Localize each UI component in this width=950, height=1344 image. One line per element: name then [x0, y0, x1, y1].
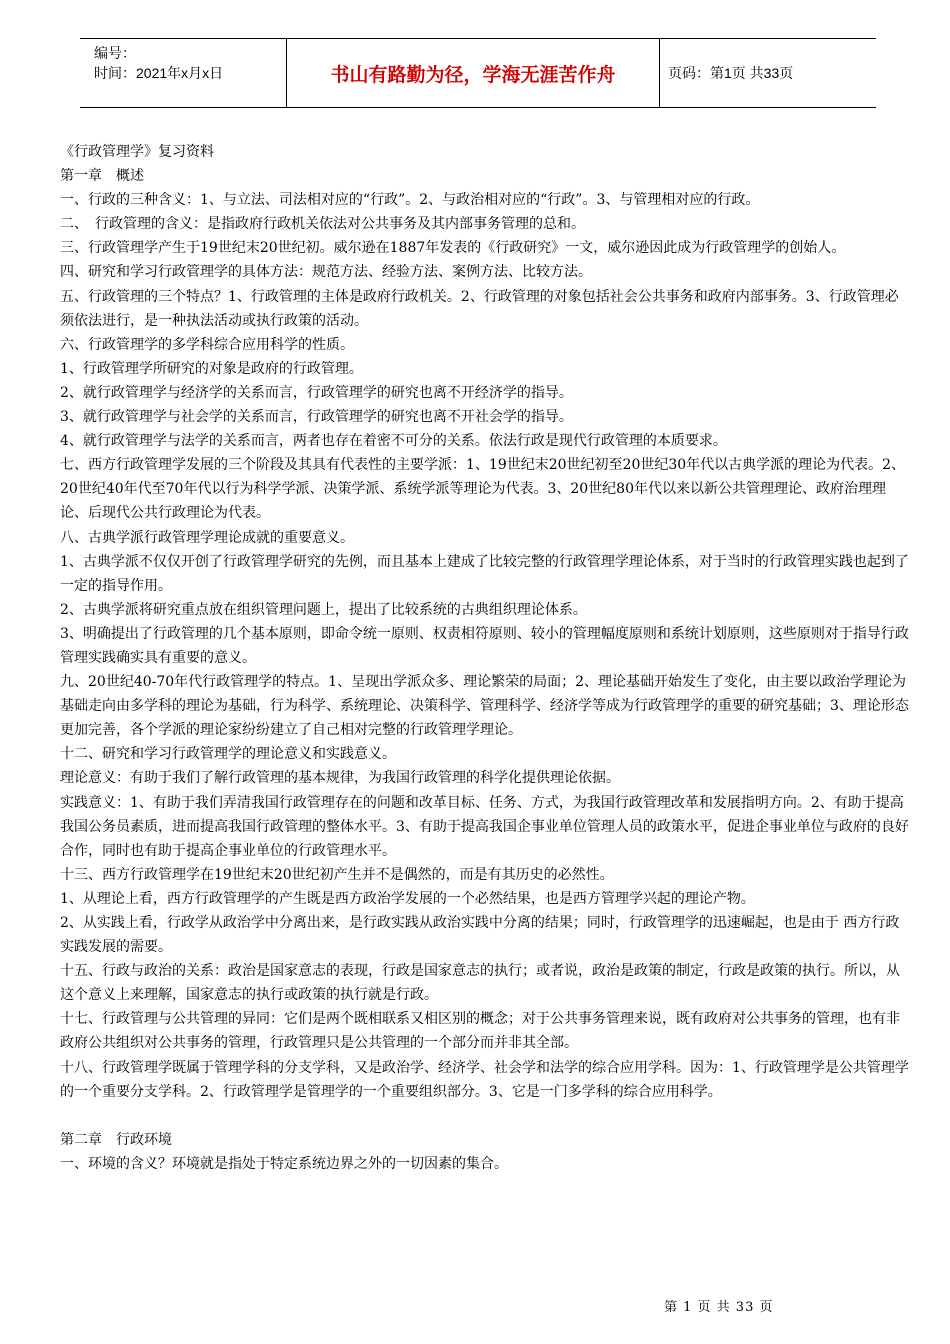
paragraph: 十七、行政管理与公共管理的异同：它们是两个既相联系又相区别的概念；对于公共事务管理来说，既有政府对公共事务的管理，也有非政府公共组织对公共事务的管理，行政管理只是公共管理的一个部分而并非其全部。 [60, 1011, 900, 1052]
paragraph: 一、行政的三种含义：1、与立法、司法相对应的“行政”。2、与政治相对应的“行政”。3、与管理相对应的行政。 [60, 192, 760, 209]
paragraph: 3、就行政管理学与社会学的关系而言，行政管理学的研究也离不开社会学的指导。 [60, 409, 573, 426]
paragraph: 2、古典学派将研究重点放在组织管理问题上，提出了比较系统的古典组织理论体系。 [60, 601, 587, 618]
page-footer: 第 1 页 共 33 页 [664, 1300, 774, 1315]
paragraph: 3、明确提出了行政管理的几个基本原则，即命令统一原则、权责相符原则、较小的管理幅度原则和系统计划原则，这些原则对于指导行政管理实践确实具有重要的意义。 [60, 625, 909, 666]
paragraph: 八、古典学派行政管理学理论成就的重要意义。 [60, 529, 354, 546]
paragraph: 2、从实践上看，行政学从政治学中分离出来，是行政实践从政治实践中分离的结果；同时，行政管理学的迅速崛起，也是由于 西方行政实践发展的需要。 [60, 915, 900, 956]
paragraph: 五、行政管理的三个特点？1、行政管理的主体是政府行政机关。2、行政管理的对象包括社会公共事务和政府内部事务。3、行政管理必须依法进行，是一种执法活动或执行政策的活动。 [60, 288, 899, 329]
paragraph: 七、西方行政管理学发展的三个阶段及其具有代表性的主要学派：1、19世纪末20世纪初至20世纪30年代以古典学派的理论为代表。2、20世纪40年代至70年代以行为科学学派、决策学派、系统学派等理论为代表。3、20世纪80年代以来以新公共管理理论、政府治理理论、后现代公共行政理论为代表。 [60, 457, 906, 522]
paragraph: 二、 行政管理的含义：是指政府行政机关依法对公共事务及其内部事务管理的总和。 [60, 216, 585, 233]
document-body [60, 140, 910, 1176]
paragraph: 实践意义：1、有助于我们弄清我国行政管理存在的问题和改革目标、任务、方式，为我国行政管理改革和发展指明方向。2、有助于提高我国公务员素质，进而提高我国行政管理的整体水平。3、有助于提高我国企事业单位管理人员的政策水平，促进企事业单位与政府的良好合作，同时也有助于提高企事业单位的行政管理水平。 [60, 794, 909, 859]
document-number-label: 编号： [94, 45, 136, 61]
paragraph: 十三、西方行政管理学在19世纪末20世纪初产生并不是偶然的，而是有其历史的必然性。 [60, 866, 614, 883]
paragraph: 4、就行政管理学与法学的关系而言，两者也存在着密不可分的关系。依法行政是现代行政管理的本质要求。 [60, 433, 727, 450]
paragraph: 十五、行政与政治的关系：政治是国家意志的表现，行政是国家意志的执行；或者说，政治是政策的制定，行政是政策的执行。所以，从这个意义上来理解，国家意志的执行或政策的执行就是行政。 [60, 963, 900, 1004]
paragraph [60, 1104, 910, 1128]
header-table [80, 38, 876, 108]
paragraph: 一、环境的含义？环境就是指处于特定系统边界之外的一切因素的集合。 [60, 1155, 508, 1172]
header-meta [80, 39, 286, 107]
paragraph: 理论意义：有助于我们了解行政管理的基本规律，为我国行政管理的科学化提供理论依据。 [60, 770, 620, 787]
paragraph: 《行政管理学》复习资料 [60, 144, 214, 160]
paragraph: 十八、行政管理学既属于管理学科的分支学科，又是政治学、经济学、社会学和法学的综合应用学科。因为：1、行政管理学是公共管理学的一个重要分支学科。2、行政管理学是管理学的一个重要组织部分。3、它是一门多学科的综合应用科学。 [60, 1059, 909, 1100]
paragraph: 九、20世纪40-70年代行政管理学的特点。1、呈现出学派众多、理论繁荣的局面；2、理论基础开始发生了变化，由主要以政治学理论为基础走向由多学科的理论为基础，行为科学、系统理论、决策科学、管理科学、经济学等成为行政管理学的重要的研究基础；3、理论形态更加完善，各个学派的理论家纷纷建立了自己相对完整的行政管理学理论。 [60, 674, 909, 739]
document-time-label: 时间：2021年x月x日 [94, 65, 224, 81]
paragraph: 第二章 行政环境 [60, 1131, 172, 1148]
header-page-info: 页码：第1页 共33页 [668, 65, 794, 81]
paragraph: 1、从理论上看，西方行政管理学的产生既是西方政治学发展的一个必然结果，也是西方管理学兴起的理论产物。 [60, 890, 755, 907]
paragraph: 十二、研究和学习行政管理学的理论意义和实践意义。 [60, 746, 396, 763]
header-motto: 书山有路勤为径，学海无涯苦作舟 [286, 39, 660, 107]
paragraph: 六、行政管理学的多学科综合应用科学的性质。 [60, 336, 354, 353]
paragraph: 四、研究和学习行政管理学的具体方法：规范方法、经验方法、案例方法、比较方法。 [60, 264, 592, 281]
paragraph: 2、就行政管理学与经济学的关系而言，行政管理学的研究也离不开经济学的指导。 [60, 384, 573, 401]
paragraph: 1、行政管理学所研究的对象是政府的行政管理。 [60, 360, 363, 377]
paragraph: 第一章 概述 [60, 168, 144, 185]
paragraph: 1、古典学派不仅仅开创了行政管理学研究的先例，而且基本上建成了比较完整的行政管理学理论体系，对于当时的行政管理实践也起到了一定的指导作用。 [60, 553, 909, 594]
paragraph: 三、行政管理学产生于19世纪末20世纪初。威尔逊在1887年发表的《行政研究》一文，威尔逊因此成为行政管理学的创始人。 [60, 240, 846, 257]
